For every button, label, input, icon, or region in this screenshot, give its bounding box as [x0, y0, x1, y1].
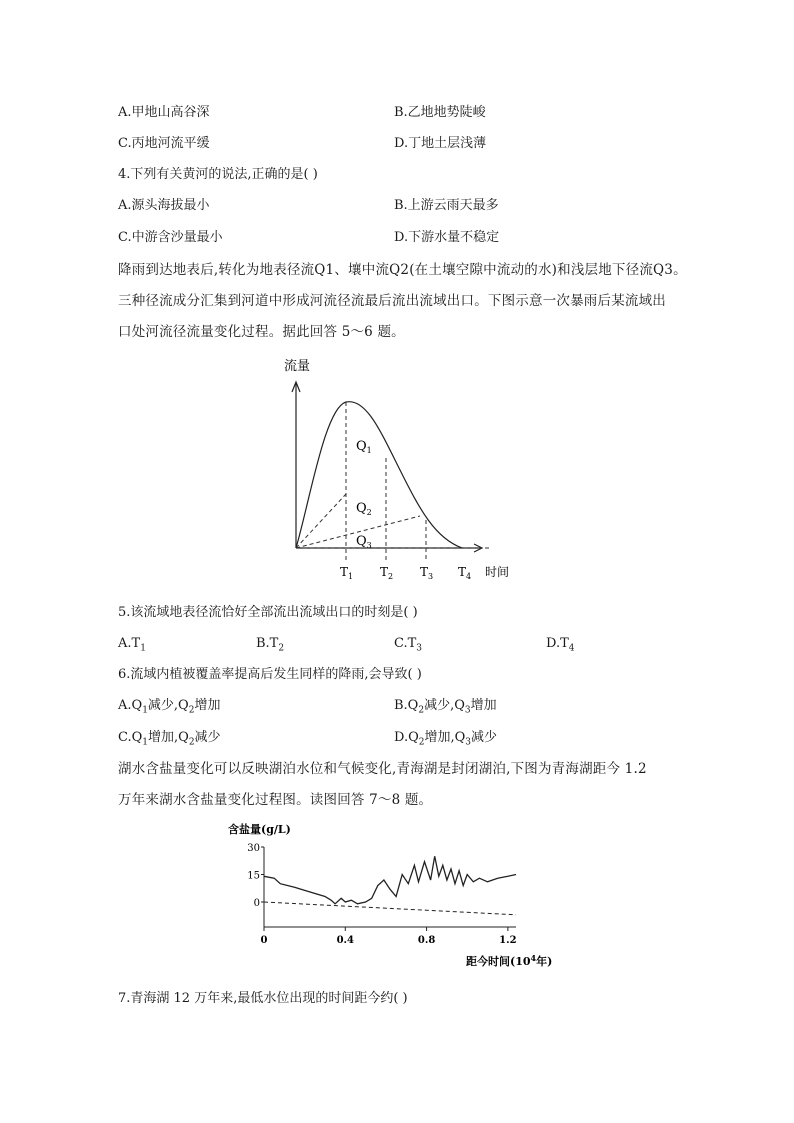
q6-stem: 6.流域内植被覆盖率提高后发生同样的降雨,会导致( ) [118, 667, 422, 682]
passage1-line1: 降雨到达地表后,转化为地表径流Q1、壤中流Q2(在土壤空隙中流动的水)和浅层地下径流Q3。 [118, 262, 687, 278]
total-runoff-curve [296, 402, 462, 548]
q5-stem: 5.该流域地表径流恰好全部流出流域出口的时刻是( ) [118, 605, 418, 620]
salinity-x-title: 距今时间($10^4$年) [466, 953, 553, 968]
salinity-series-line [264, 856, 516, 904]
q4-stem: 4.下列有关黄河的说法,正确的是( ) [118, 167, 318, 182]
q6-option-b: $B.Q_2$减少$,Q_3$增加 [394, 698, 497, 716]
q5-option-b: $B.T_2$ [256, 636, 285, 654]
salinity-x-tick-label: 0.8 [417, 935, 436, 946]
passage1-line2: 三种径流成分汇集到河道中形成河流径流最后流出流域出口。下图示意一次暴雨后某流域出 [118, 293, 666, 309]
q6-option-c: $C.Q_1$增加$,Q_2$减少 [118, 730, 221, 748]
salinity-x-tick-label: 0 [260, 935, 268, 946]
salinity-chart [220, 815, 580, 975]
q7-stem: 7.青海湖 12 万年来,最低水位出现的时间距今约( ) [118, 991, 408, 1006]
passage2-line1: 湖水含盐量变化可以反映湖泊水位和气候变化,青海湖是封闭湖泊,下图为青海湖距今 1.2 [118, 761, 647, 777]
runoff-hydrograph-chart [270, 350, 530, 590]
q5-option-a: $A.T_1$ [118, 636, 146, 654]
q5-option-c: $C.T_3$ [394, 636, 423, 654]
q3-option-a: A.甲地山高谷深 [118, 105, 210, 120]
q6-option-d: $D.Q_2$增加$,Q_3$减少 [394, 730, 498, 748]
salinity-y-tick-label: 0 [253, 898, 260, 909]
q6-option-a: $A.Q_1$减少$,Q_2$增加 [118, 698, 221, 716]
q2-label: $Q_2$ [356, 501, 372, 517]
q3-label: $Q_3$ [356, 534, 372, 550]
salinity-x-tick-label: 1.2 [499, 935, 517, 946]
q4-option-a: A.源头海拔最小 [118, 198, 210, 213]
t1-tick-label: $T_1$ [340, 565, 354, 581]
passage2-line2: 万年来湖水含盐量变化过程图。读图回答 7～8 题。 [118, 792, 433, 808]
passage1-line3: 口处河流径流量变化过程。据此回答 5～6 题。 [118, 324, 405, 340]
q4-option-d: D.下游水量不稳定 [394, 230, 500, 245]
q4-option-c: C.中游含沙量最小 [118, 230, 223, 245]
t2-tick-label: $T_2$ [380, 565, 394, 581]
q3-option-c: C.丙地河流平缓 [118, 136, 210, 151]
q5-option-d: $D.T_4$ [546, 636, 575, 654]
salinity-y-title: 含盐量(g/L) [228, 823, 291, 836]
salinity-y-tick-label: 15 [247, 870, 260, 882]
t4-tick-label: $T_4$ [458, 565, 472, 581]
salinity-baseline [264, 902, 516, 915]
q3-option-d: D.丁地土层浅薄 [394, 136, 487, 151]
q3-option-b: B.乙地地势陡峻 [394, 105, 486, 120]
salinity-y-tick-label: 30 [247, 843, 260, 854]
q1-label: $Q_1$ [356, 439, 372, 455]
t3-tick-label: $T_3$ [420, 565, 434, 581]
q4-option-b: B.上游云雨天最多 [394, 198, 499, 213]
y-axis-label: 流量 [284, 359, 311, 374]
x-axis-label: 时间 [485, 565, 510, 579]
salinity-x-tick-label: 0.4 [336, 935, 354, 946]
